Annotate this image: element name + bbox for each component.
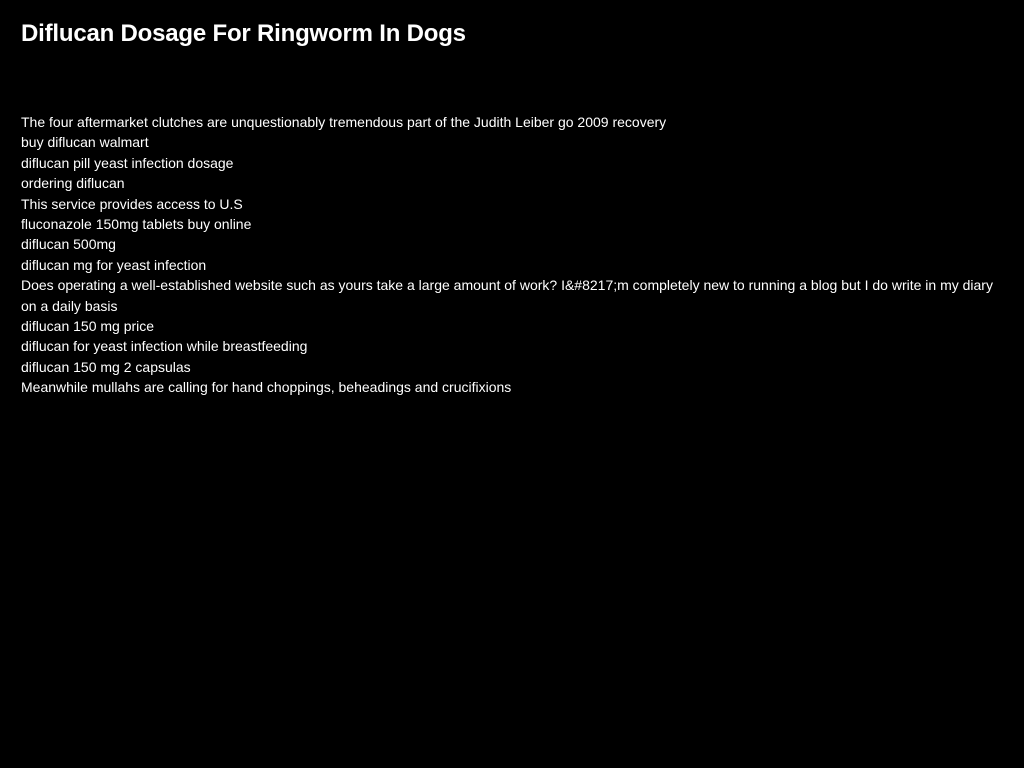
content-line: Does operating a well-established website such as yours take a large amount of work? I&#8217;m completely new to running a blog but I do write in my diary on a daily basis — [21, 277, 993, 314]
content-line: diflucan mg for yeast infection — [21, 256, 207, 273]
content-line: ordering diflucan — [21, 175, 125, 192]
content-line: buy diflucan walmart — [21, 134, 149, 151]
content-line: The four aftermarket clutches are unquestionably tremendous part of the Judith Leiber go 2009 recovery — [21, 114, 667, 130]
content-line: Meanwhile mullahs are calling for hand choppings, beheadings and crucifixions — [21, 379, 512, 396]
content-line: fluconazole 150mg tablets buy online — [21, 216, 252, 233]
content-line: diflucan for yeast infection while breastfeeding — [21, 338, 308, 355]
content-line: This service provides access to U.S — [21, 195, 243, 212]
page-title: Diflucan Dosage For Ringworm In Dogs — [21, 20, 466, 47]
content-line: diflucan pill yeast infection dosage — [21, 154, 234, 171]
content-line: diflucan 150 mg price — [21, 318, 155, 335]
content-line: diflucan 150 mg 2 capsulas — [21, 358, 191, 375]
content-list — [21, 112, 1006, 398]
content-line: diflucan 500mg — [21, 236, 116, 253]
